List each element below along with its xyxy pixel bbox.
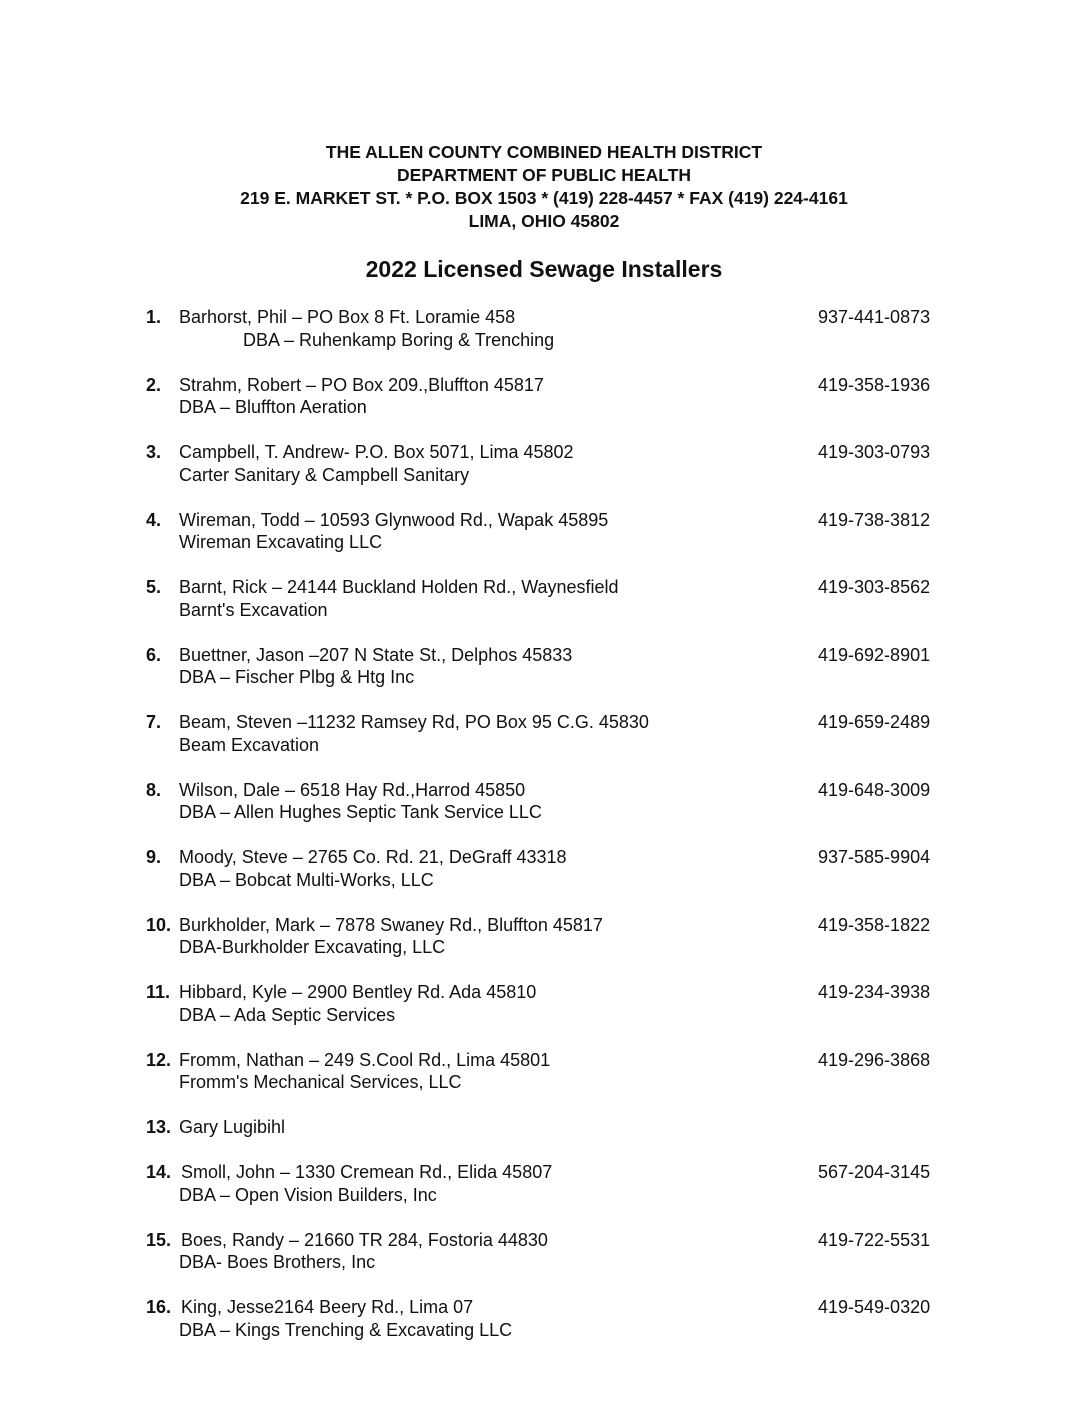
- list-item: [0, 779, 1088, 847]
- installer-phone: 419-722-5531: [818, 1229, 931, 1250]
- item-number: 6.: [146, 644, 162, 665]
- city-state-zip: LIMA, OHIO 45802: [468, 211, 620, 231]
- installer-phone: 419-303-8562: [818, 577, 931, 597]
- list-item: [0, 711, 1088, 779]
- item-number: 14.: [146, 1162, 172, 1182]
- item-number: 5.: [146, 577, 162, 597]
- installer-business: DBA – Allen Hughes Septic Tank Service LLC: [179, 802, 542, 822]
- item-number: 3.: [146, 442, 162, 462]
- item-number: 8.: [146, 779, 162, 800]
- installer-name-address: Barnt, Rick – 24144 Buckland Holden Rd., Waynesfield: [179, 577, 619, 597]
- list-item: [0, 1229, 1088, 1297]
- installer-name-address: Wilson, Dale – 6518 Hay Rd.,Harrod 45850: [179, 779, 526, 800]
- installer-name-address: Boes, Randy – 21660 TR 284, Fostoria 44830: [181, 1229, 548, 1250]
- list-item: [0, 509, 1088, 577]
- installer-business: Beam Excavation: [179, 734, 320, 755]
- installer-name-address: Fromm, Nathan – 249 S.Cool Rd., Lima 45801: [179, 1049, 551, 1070]
- installer-business: DBA – Open Vision Builders, Inc: [179, 1184, 437, 1205]
- list-item: [0, 846, 1088, 914]
- item-number: 7.: [146, 712, 162, 732]
- installer-name-address: King, Jesse2164 Beery Rd., Lima 07: [181, 1297, 474, 1317]
- installer-phone: 937-585-9904: [818, 847, 931, 867]
- installer-phone: 937-441-0873: [818, 307, 931, 327]
- installer-business: DBA – Bluffton Aeration: [179, 397, 367, 417]
- list-item: [0, 374, 1088, 442]
- item-number: 15.: [146, 1229, 172, 1250]
- installer-name-address: Strahm, Robert – PO Box 209.,Bluffton 45817: [179, 374, 544, 395]
- list-item: [0, 1049, 1088, 1117]
- installer-name-address: Burkholder, Mark – 7878 Swaney Rd., Bluffton 45817: [179, 914, 603, 935]
- installer-phone: 419-234-3938: [818, 982, 931, 1002]
- installer-phone: 419-358-1822: [818, 914, 931, 935]
- installer-business: DBA – Kings Trenching & Excavating LLC: [179, 1319, 513, 1340]
- installer-business: Wireman Excavating LLC: [179, 532, 383, 552]
- list-item: [0, 1116, 1088, 1161]
- installer-name-address: Moody, Steve – 2765 Co. Rd. 21, DeGraff 43318: [179, 847, 567, 867]
- installer-name-address: Buettner, Jason –207 N State St., Delphos 45833: [179, 644, 573, 665]
- installer-phone: 419-738-3812: [818, 509, 931, 530]
- installer-list: [0, 306, 1088, 1364]
- list-item: [0, 644, 1088, 712]
- installer-business: Fromm's Mechanical Services, LLC: [179, 1072, 462, 1092]
- installer-phone: 419-659-2489: [818, 712, 931, 732]
- installer-phone: 419-296-3868: [818, 1049, 931, 1070]
- item-number: 9.: [146, 847, 162, 867]
- installer-name-address: Campbell, T. Andrew- P.O. Box 5071, Lima 45802: [179, 442, 574, 462]
- installer-name-address: Beam, Steven –11232 Ramsey Rd, PO Box 95 C.G. 45830: [179, 712, 649, 732]
- item-number: 2.: [146, 374, 162, 395]
- list-item: [0, 576, 1088, 644]
- organization-name: THE ALLEN COUNTY COMBINED HEALTH DISTRICT: [325, 142, 763, 162]
- installer-phone: 419-648-3009: [818, 779, 931, 800]
- item-number: 11.: [146, 982, 171, 1002]
- installer-name-address: Gary Lugibihl: [179, 1117, 286, 1137]
- installer-phone: 419-692-8901: [818, 644, 931, 665]
- list-item: [0, 1161, 1088, 1229]
- list-item: [0, 1296, 1088, 1364]
- list-item: [0, 914, 1088, 982]
- department-name: DEPARTMENT OF PUBLIC HEALTH: [397, 165, 691, 185]
- item-number: 12.: [146, 1049, 172, 1070]
- list-item: [0, 441, 1088, 509]
- installer-business: DBA – Bobcat Multi-Works, LLC: [179, 869, 434, 890]
- item-number: 13.: [146, 1117, 172, 1137]
- item-number: 1.: [146, 307, 162, 327]
- installer-name-address: Barhorst, Phil – PO Box 8 Ft. Loramie 458: [179, 307, 516, 327]
- installer-name-address: Smoll, John – 1330 Cremean Rd., Elida 45807: [181, 1162, 553, 1182]
- installer-business: DBA-Burkholder Excavating, LLC: [179, 937, 446, 957]
- installer-name-address: Wireman, Todd – 10593 Glynwood Rd., Wapak 45895: [179, 509, 609, 530]
- list-item: [0, 306, 1088, 374]
- installer-phone: 419-358-1936: [818, 374, 931, 395]
- page-title: 2022 Licensed Sewage Installers: [365, 256, 723, 282]
- installer-business: DBA – Ada Septic Services: [179, 1004, 396, 1025]
- installer-business: DBA- Boes Brothers, Inc: [179, 1252, 376, 1272]
- installer-business: DBA – Fischer Plbg & Htg Inc: [179, 667, 415, 687]
- address-contact-line: 219 E. MARKET ST. * P.O. BOX 1503 * (419) 228-4457 * FAX (419) 224-4161: [240, 188, 848, 208]
- installer-phone: 567-204-3145: [818, 1162, 931, 1182]
- letterhead: [0, 141, 1088, 233]
- installer-name-address: Hibbard, Kyle – 2900 Bentley Rd. Ada 45810: [179, 982, 537, 1002]
- item-number: 4.: [146, 509, 162, 530]
- list-item: [0, 981, 1088, 1049]
- installer-phone: 419-303-0793: [818, 442, 931, 462]
- installer-business: Barnt's Excavation: [179, 599, 328, 620]
- installer-business: Carter Sanitary & Campbell Sanitary: [179, 464, 470, 485]
- installer-phone: 419-549-0320: [818, 1297, 931, 1317]
- item-number: 10.: [146, 914, 172, 935]
- item-number: 16.: [146, 1297, 172, 1317]
- installer-business: DBA – Ruhenkamp Boring & Trenching: [243, 329, 555, 350]
